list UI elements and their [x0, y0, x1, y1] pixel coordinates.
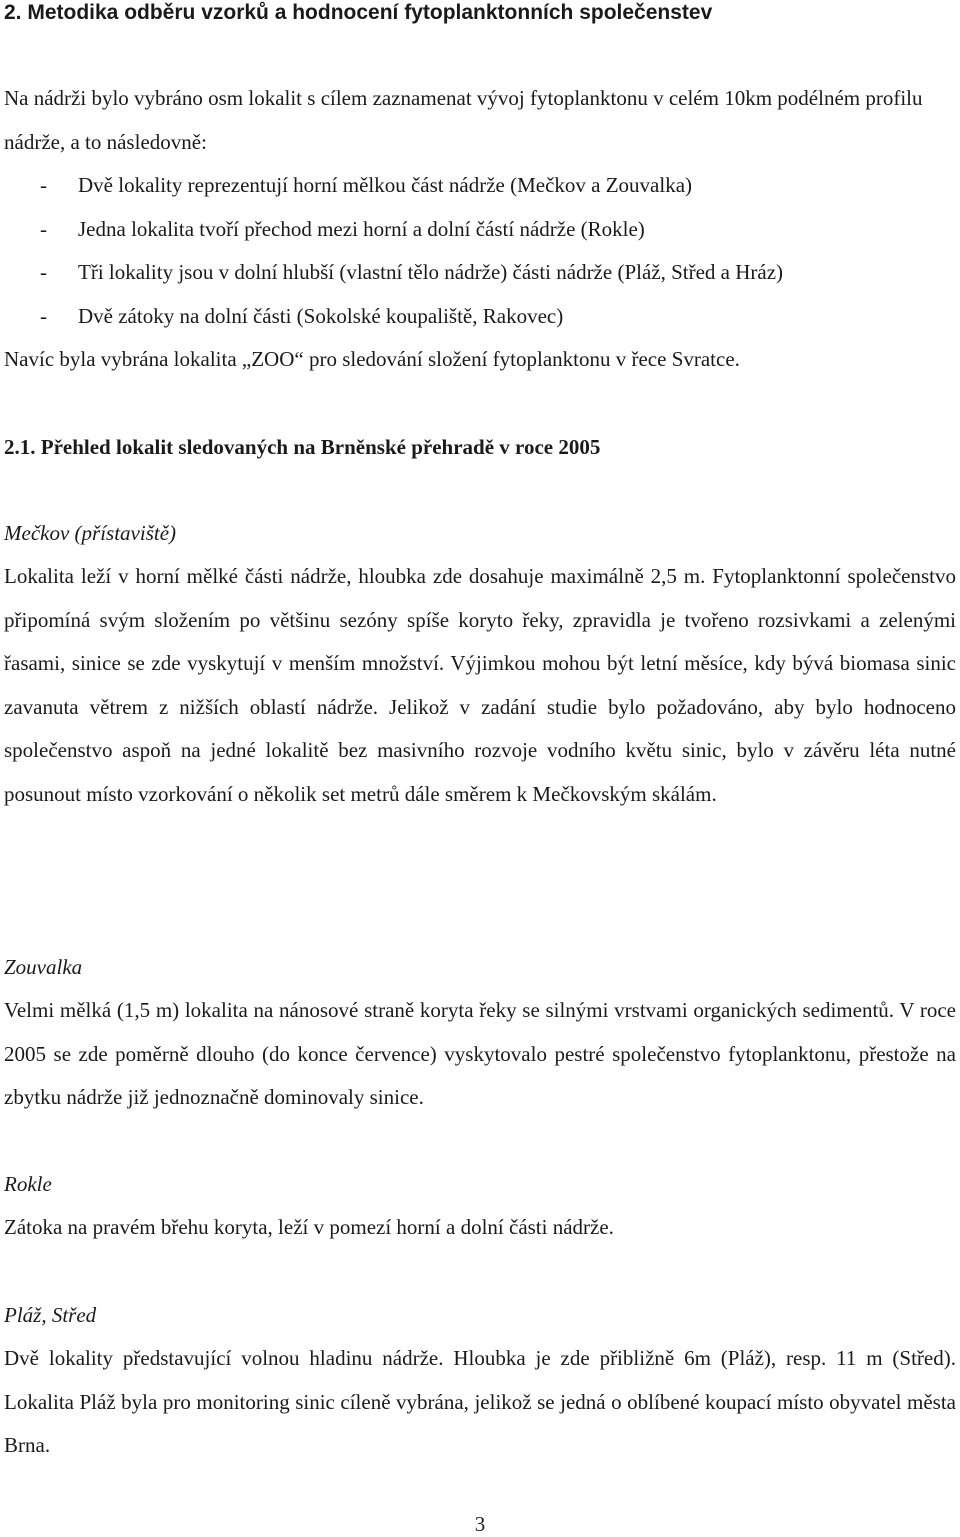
bullet-dash: -	[40, 260, 47, 284]
bullet-dash: -	[40, 216, 47, 241]
location-text-rokle: Zátoka na pravém břehu koryta, leží v pomezí horní a dolní části nádrže.	[4, 1215, 614, 1239]
intro-paragraph: Na nádrži bylo vybráno osm lokalit s cílem zaznamenat vývoj fytoplanktonu v celém 10km podélném profilu nádrže, a to následovně:	[4, 86, 923, 154]
page-number: 3	[474, 1512, 486, 1536]
bullet-text: Dvě lokality reprezentují horní mělkou část nádrže (Mečkov a Zouvalka)	[78, 173, 693, 197]
location-text-plaz-stred: Dvě lokality představující volnou hladinu nádrže. Hloubka je zde přibližně 6m (Pláž), resp. 11 m (Střed). Lokalita Pláž byla pro monitoring sinic cíleně vybrána, jelikož se jedná o oblíbené koupací místo obyvatel města Brna.	[4, 1346, 956, 1457]
location-title-zouvalka: Zouvalka	[4, 955, 83, 979]
location-title-plaz-stred: Pláž, Střed	[4, 1303, 97, 1327]
location-text-zouvalka: Velmi mělká (1,5 m) lokalita na nánosové straně koryta řeky se silnými vrstvami organických sedimentů. V roce 2005 se zde poměrně dlouho (do konce července) vyskytovalo pestré společenstvo fytoplanktonu, přestože na zbytku nádrže již jednoznačně dominovaly sinice.	[4, 998, 956, 1109]
bullet-text: Jedna lokalita tvoří přechod mezi horní a dolní částí nádrže (Rokle)	[78, 216, 645, 241]
location-text-meckov: Lokalita leží v horní mělké části nádrže, hloubka zde dosahuje maximálně 2,5 m. Fytoplanktonní společenstvo připomíná svým složením po většinu sezóny spíše koryto řeky, zpravidla je tvořeno rozsivkami a zelenými řasami, sinice se zde vyskytují v menším množství. Výjimkou mohou být letní měsíce, kdy bývá biomasa sinic zavanuta větrem z nižších oblastí nádrže. Jelikož v zadání studie bylo požadováno, aby bylo hodnoceno společenstvo aspoň na jedné lokalitě bez masivního rozvoje vodního květu sinic, bylo v závěru léta nutné posunout místo vzorkování o několik set metrů dále směrem k Mečkovským skálám.	[4, 564, 956, 806]
bullet-item	[4, 251, 783, 295]
bullet-dash: -	[40, 303, 47, 328]
bullet-item	[4, 295, 783, 339]
bullet-item	[4, 164, 783, 208]
section-heading: 2.1. Přehled lokalit sledovaných na Brněnské přehradě v roce 2005	[4, 435, 601, 459]
bullet-text: Tři lokality jsou v dolní hlubší (vlastní tělo nádrže) části nádrže (Pláž, Střed a Hráz)	[78, 260, 784, 284]
locality-bullet-list	[4, 164, 783, 338]
location-title-rokle: Rokle	[4, 1172, 52, 1196]
extra-paragraph: Navíc byla vybrána lokalita „ZOO“ pro sledování složení fytoplanktonu v řece Svratce.	[4, 347, 740, 371]
chapter-heading: 2. Metodika odběru vzorků a hodnocení fytoplanktonních společenstev	[4, 1, 713, 24]
location-title-meckov: Mečkov (přístaviště)	[4, 521, 177, 545]
bullet-dash: -	[40, 173, 47, 197]
bullet-item	[4, 208, 783, 252]
bullet-text: Dvě zátoky na dolní části (Sokolské koupaliště, Rakovec)	[78, 303, 564, 328]
